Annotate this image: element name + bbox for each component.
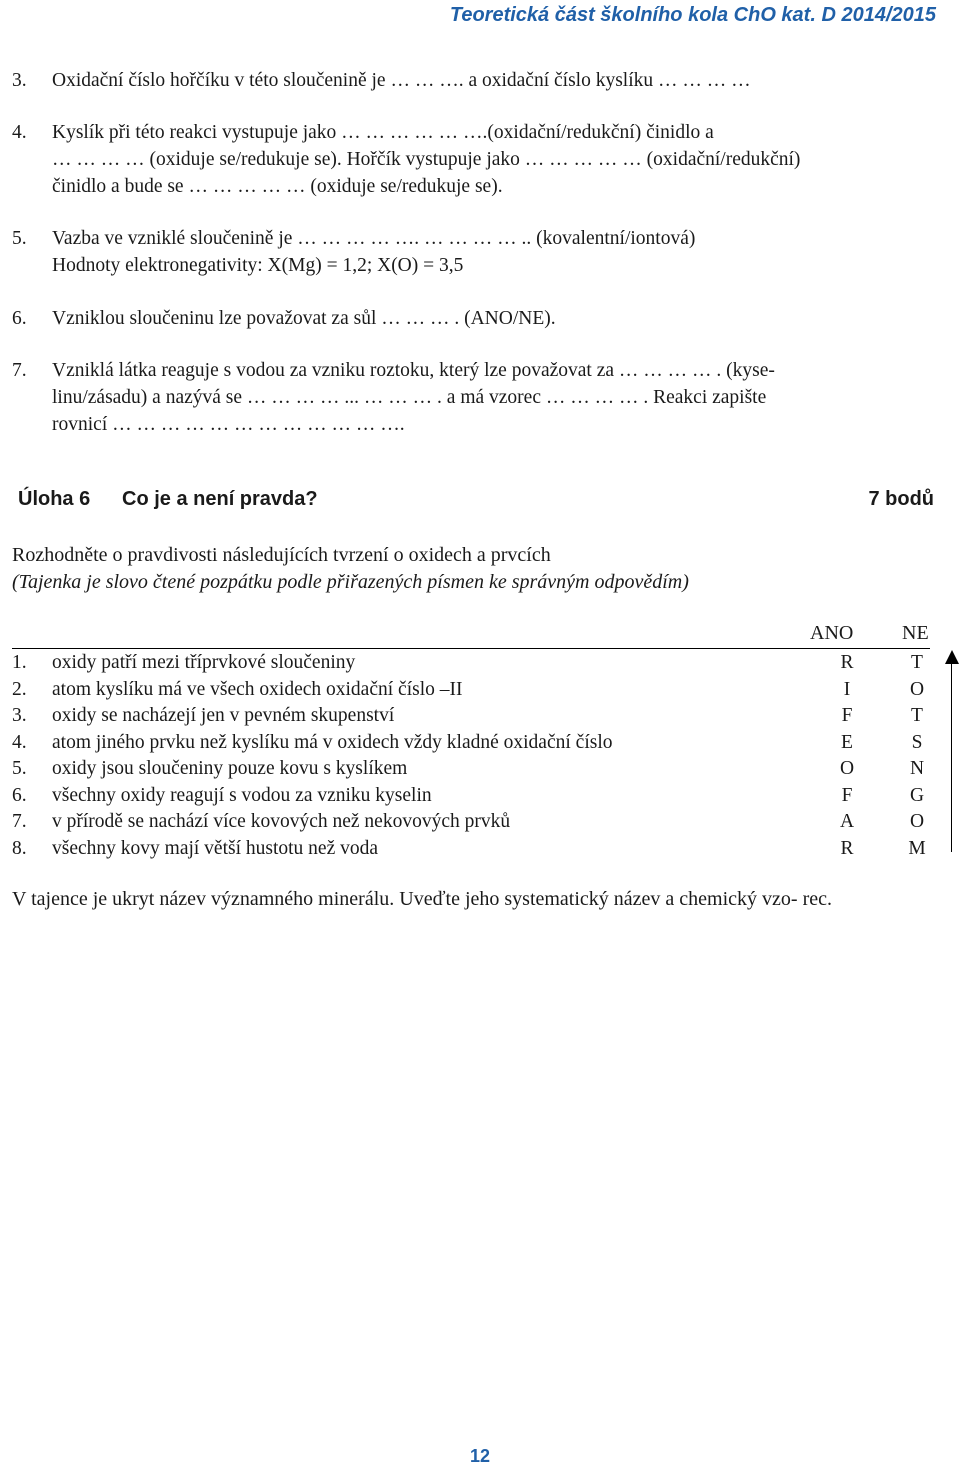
statement-text: v přírodě se nachází více kovových než nekovových prvků [52, 811, 511, 832]
question-text-line: rovnicí … … … … … … … … … … … …. [52, 414, 405, 435]
answer-yes-letter[interactable]: R [840, 652, 854, 673]
statement-text: všechny kovy mají větší hustotu než voda [52, 837, 379, 859]
task-heading [18, 488, 934, 518]
task-points: 7 bodů [868, 488, 934, 510]
table-row [12, 677, 932, 703]
statement-text: atom jiného prvku než kyslíku má v oxidech vždy kladné oxidační číslo [52, 731, 613, 753]
statement-text: oxidy se nacházejí jen v pevném skupenství [52, 705, 395, 726]
question-text-line: Oxidační číslo hořčíku v této sloučenině je … … …. a oxidační číslo kyslíku … … … … [52, 70, 751, 91]
column-header-yes: ANO [810, 622, 854, 644]
task-title: Co je a není pravda? [122, 488, 318, 510]
page-number: 12 [469, 1446, 491, 1466]
true-false-table [0, 620, 960, 860]
row-number: 8. [12, 837, 27, 859]
question-number: 5. [12, 228, 27, 249]
answer-no-letter[interactable]: M [908, 837, 926, 859]
answer-yes-letter[interactable]: F [841, 705, 853, 726]
row-number: 2. [12, 678, 27, 700]
answer-yes-letter[interactable]: F [841, 784, 853, 806]
instruction-line: Rozhodněte o pravdivosti následujících tvrzení o oxidech a prvcích [12, 544, 551, 566]
statement-text: atom kyslíku má ve všech oxidech oxidační číslo –II [52, 678, 463, 700]
table-row [12, 756, 932, 782]
task-label: Úloha 6 [18, 488, 91, 510]
answer-no-letter[interactable]: O [909, 678, 925, 700]
page-header-title: Teoretická část školního kola ChO kat. D 2014/2015 [449, 4, 936, 26]
answer-yes-letter[interactable]: A [839, 811, 855, 832]
question-text-line: … … … … (oxiduje se/redukuje se). Hořčík vystupuje jako … … … … … (oxidační/redukční) [52, 149, 801, 170]
question-7 [12, 358, 775, 435]
table-row [12, 650, 932, 676]
statement-text: oxidy jsou sloučeniny pouze kovu s kyslíkem [52, 758, 408, 779]
statement-text: všechny oxidy reagují s vodou za vzniku kyselin [52, 784, 432, 806]
up-arrow-shaft [951, 662, 952, 852]
question-text-line: Hodnoty elektronegativity: X(Mg) = 1,2; X(O) = 3,5 [52, 255, 464, 276]
answer-no-letter[interactable]: S [911, 731, 923, 753]
question-text-line: Vzniklá látka reaguje s vodou za vzniku roztoku, který lze považovat za … … … … . (kyse- [52, 360, 775, 381]
answer-no-letter[interactable]: N [909, 758, 925, 779]
question-number: 4. [12, 122, 27, 143]
question-text-line: linu/zásadu) a nazývá se … … … … ... … … … . a má vzorec … … … … . Reakci zapište [52, 387, 767, 408]
table-row [12, 783, 932, 809]
question-text-line: Kyslík při této reakci vystupuje jako … … … … … ….(oxidační/redukční) činidlo a [52, 122, 714, 143]
row-number: 4. [12, 731, 27, 753]
row-number: 5. [12, 758, 27, 779]
answer-yes-letter[interactable]: O [839, 758, 855, 779]
table-row [12, 730, 932, 756]
task-instructions [12, 542, 689, 596]
question-4 [12, 120, 801, 197]
row-number: 7. [12, 811, 27, 832]
question-number: 3. [12, 70, 27, 91]
table-row [12, 836, 932, 862]
row-number: 3. [12, 705, 27, 726]
answer-no-letter[interactable]: O [909, 811, 925, 832]
question-number: 7. [12, 360, 27, 381]
table-top-rule [12, 648, 930, 649]
row-number: 6. [12, 784, 27, 806]
answer-no-letter[interactable]: T [911, 652, 923, 673]
column-header-no: NE [902, 622, 929, 644]
instruction-note: (Tajenka je slovo čtené pozpátku podle přiřazených písmen ke správným odpovědím) [12, 571, 689, 593]
statement-text: oxidy patří mezi tříprvkové sloučeniny [52, 652, 356, 673]
answer-yes-letter[interactable]: E [841, 731, 853, 753]
question-5 [12, 226, 696, 276]
answer-no-letter[interactable]: T [911, 705, 923, 726]
up-arrow-icon [945, 650, 959, 664]
question-3 [12, 68, 751, 94]
final-question: V tajence je ukryt název významného minerálu. Uveďte jeho systematický název a chemický vzo- rec. [12, 888, 832, 910]
question-6 [12, 306, 556, 332]
question-text-line: činidlo a bude se … … … … … (oxiduje se/redukuje se). [52, 176, 503, 197]
table-row [12, 809, 932, 835]
question-text-line: Vzniklou sloučeninu lze považovat za sůl … … … . (ANO/NE). [52, 308, 556, 329]
row-number: 1. [12, 652, 27, 673]
answer-no-letter[interactable]: G [909, 784, 925, 806]
question-text-line: Vazba ve vzniklé sloučenině je … … … … …. … … … … .. (kovalentní/iontová) [52, 228, 696, 249]
table-row [12, 703, 932, 729]
answer-yes-letter[interactable]: I [843, 678, 851, 700]
question-number: 6. [12, 308, 27, 329]
answer-yes-letter[interactable]: R [840, 837, 854, 859]
